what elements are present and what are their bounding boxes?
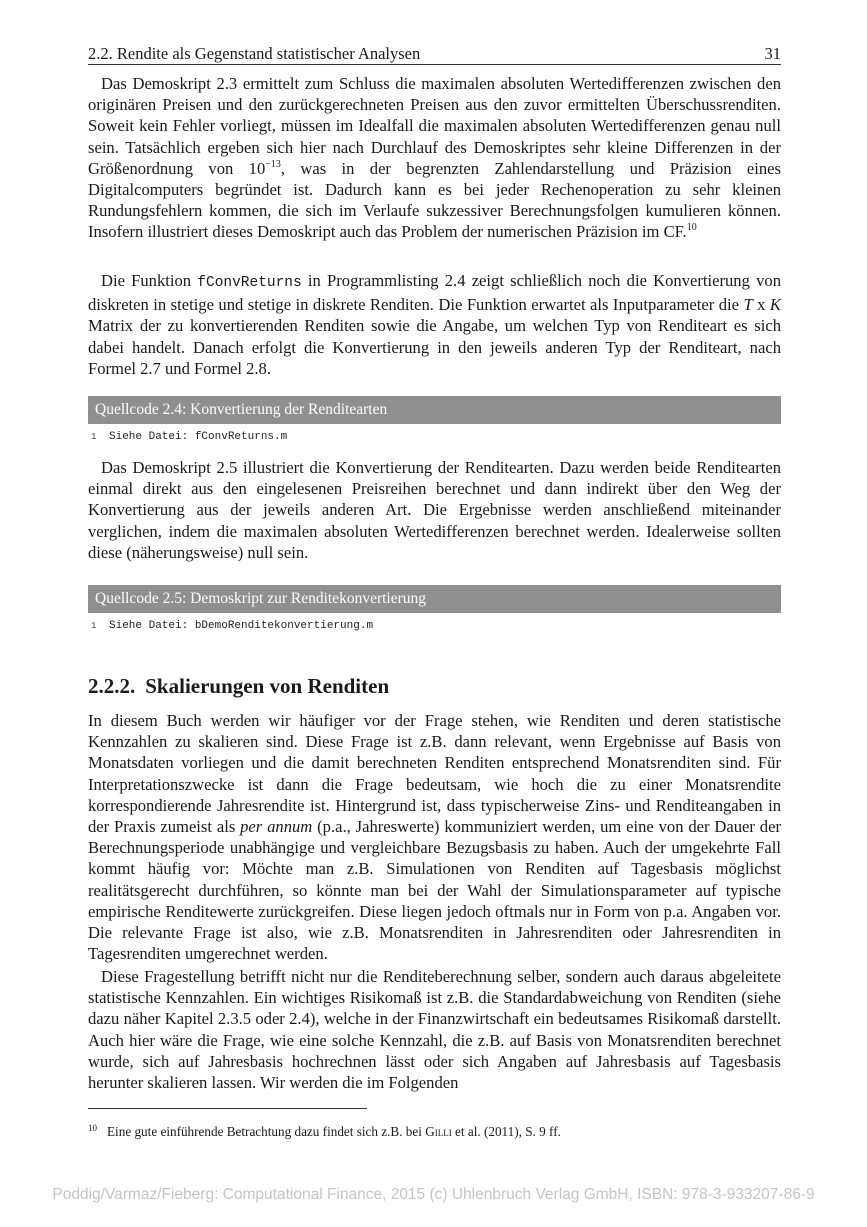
section-number: 2.2.2. [88,674,136,698]
paragraph-kennzahlen: Diese Fragestellung betrifft nicht nur die Renditeberechnung selber, sondern auch daraus abgeleitete statistische Kennzahlen. Ein wichtiges Risikomaß ist z.B. die Standardabweichung von Renditen (siehe dazu näher Kapitel 2.3.5 oder 2.4), welche in der Finanzwirtschaft ein bedeutsames Risikomaß darstellt. Auch hier wäre die Frage, wie eine solche Kennzahl, die z.B. auf Basis von Monatsrenditen berechnet wurde, sich auf Jahresbasis hochrechnen lässt oder sich Angaben auf Jahresbasis auf Tagesbasis herunter skalieren lassen. Wir werden die im Folgenden [88,967,781,1093]
paragraph-text: Die Funktion [101,271,198,290]
page-number: 31 [764,44,781,63]
footnote-text: Eine gute einführende Betrachtung dazu findet sich z.B. bei [107,1124,426,1139]
footnote-rule [88,1108,367,1109]
code-text: Siehe Datei: fConvReturns.m [109,431,288,443]
footnote-text: et al. (2011), S. 9 ff. [451,1124,561,1139]
line-number: 1 [91,432,97,442]
code-text: Siehe Datei: bDemoRenditekonvertierung.m [109,620,374,632]
italic-term: per annum [240,817,313,837]
paragraph-text: In diesem Buch werden wir häufiger vor der Frage stehen, wie Renditen und deren statistische Kennzahlen zu skalieren sind. Diese Frage ist z.B. dann relevant, wenn Ergebnisse auf Basis von Monatsdaten vorliegen und die damit berechneten Renditen entsprechend Monatsrenditen sind. Für Interpretationszwecke ist dann die Frage bedeutsam, wie hoch die zu einer Monatsrendite korrespondierende Jahresrendite ist. Hintergrund ist, dass typischerweise Zins- und Renditeangaben in der Praxis zumeist als [88,711,781,837]
footnote-author: Gilli [425,1124,452,1139]
paragraph-text: (p.a., Jahreswerte) kommuniziert werden, um eine von der Dauer der Berechnungsperiode unabhängige und vergleichbare Bezugsbasis zu haben. Auch der umgekehrte Fall kommt häufig vor: Möchte man z.B. Simulationen von Renditen auf Tagesbasis möglichst realitätsgerecht durchführen, so könnte man bei der Wahl der Simulationsparameter auf typische empirische Renditewerte zurückgreifen. Diese liegen jedoch oftmals nur in Form von p.a. Angaben vor. Die relevante Frage ist also, wie z.B. Monatsrenditen in Jahresrenditen oder Jahresrenditen in Tagesrenditen umgerechnet werden. [88,817,781,964]
paragraph-skalierung-intro [88,710,781,964]
footnote-number: 10 [88,1123,97,1133]
footnote-ref[interactable]: 10 [686,222,697,234]
paragraph-text: , was in der begrenzten Zahlendarstellung und Präzision eines Digitalcomputers begründet ist. Dadurch kann es bei jeder Rechenoperation zu sehr kleinen Rundungsfehlern kommen, die sich im Verlaufe sukzessiver Berechnungsfolgen kumulieren können. Insofern illustriert dieses Demoskript auch das Problem der numerischen Präzision im CF. [88,158,781,242]
footnote [88,1124,561,1140]
line-number: 1 [91,621,97,631]
running-head [88,42,781,65]
math-base: 10 [248,158,266,178]
code-line [88,620,373,632]
paragraph-text: in Programmlisting 2.4 zeigt schließlich noch die Konvertierung von diskreten in stetige und stetige in diskrete Renditen. Die Funktion erwartet als Inputparameter die [88,271,781,315]
copyright-watermark: Poddig/Varmaz/Fieberg: Computational Finance, 2015 (c) Uhlenbruch Verlag GmbH, ISBN: 978-3-933207-86-9 [52,1186,815,1203]
paragraph-text: Das Demoskript 2.3 ermittelt zum Schluss die maximalen absoluten Wertedifferenzen zwischen den originären Preisen und den zurückgerechneten Preisen aus den zuvor ermittelten Überschussrenditen. Soweit kein Fehler vorliegt, müssen im Idealfall die maximalen absoluten Wertedifferenzen genau null sein. Tatsächlich ergeben sich hier nach Durchlauf des Demoskriptes sehr kleine Differenzen in der Größenordnung von [88,74,781,178]
paragraph-text: x [752,295,770,315]
paragraph-demoskript-konvertierung: Das Demoskript 2.5 illustriert die Konvertierung der Renditearten. Dazu werden beide Renditearten einmal direkt aus den eingelesenen Preisreihen berechnet und dann indirekt über den Weg der Konvertierung aus der jeweils anderen Art. Die Ergebnisse werden anschließend miteinander verglichen, indem die maximalen absoluten Wertedifferenzen berechnet werden. Idealerweise sollten diese (näherungsweise) null sein. [88,458,781,562]
math-power-of-ten [249,159,281,178]
listing-caption: Quellcode 2.4: Konvertierung der Renditearten [88,396,781,424]
section-heading [88,674,389,699]
code-line [88,431,287,443]
section-title: Skalierungen von Renditen [145,674,390,698]
math-exponent: −13 [265,158,281,170]
inline-code: fConvReturns [197,275,302,291]
math-variable: T [743,295,753,315]
listing-caption: Quellcode 2.5: Demoskript zur Renditekonvertierung [88,585,781,613]
math-variable: K [769,295,781,315]
paragraph-demoskript-precision [88,73,781,243]
running-head-title: 2.2. Rendite als Gegenstand statistischer Analysen [88,44,421,63]
paragraph-fconvreturns [88,270,781,379]
paragraph-text: Matrix der zu konvertierenden Renditen sowie die Angabe, um welchen Typ von Renditeart es sich dabei handelt. Danach erfolgt die Konvertierung in den jeweils anderen Typ der Renditeart, nach Formel 2.7 und Formel 2.8. [88,316,781,378]
